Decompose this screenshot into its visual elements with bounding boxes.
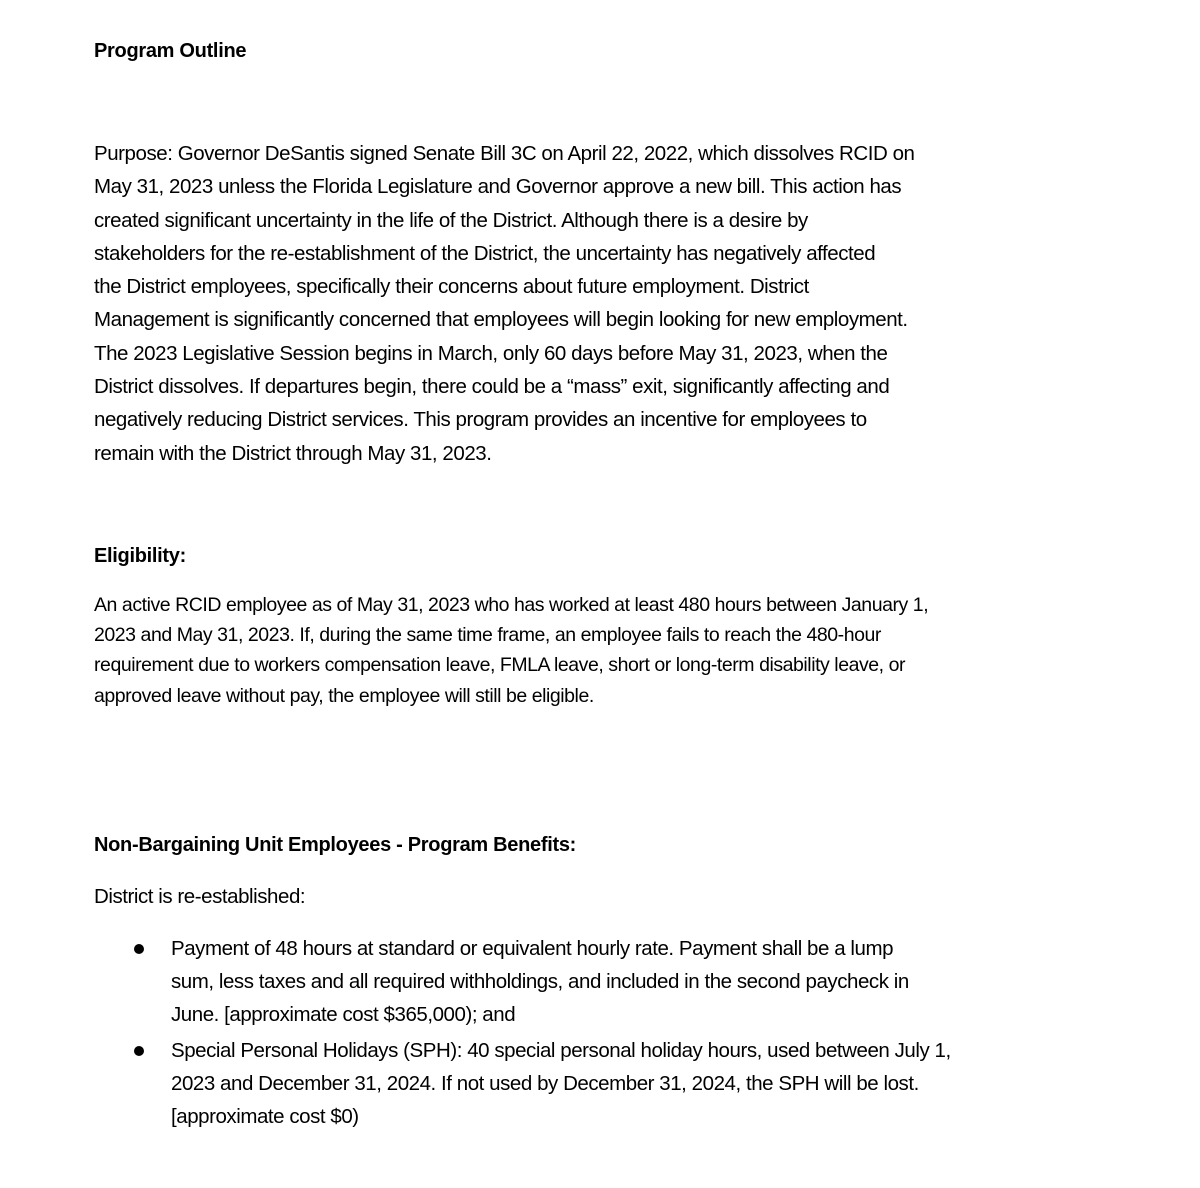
benefit-line: Payment of 48 hours at standard or equivalent hourly rate. Payment shall be a lump [171,937,894,960]
benefit-line: 2023 and December 31, 2024. If not used by December 31, 2024, the SPH will be lost. [171,1072,919,1095]
purpose-line: remain with the District through May 31, 2023. [94,441,492,465]
benefit-line: [approximate cost $0) [171,1105,359,1128]
eligibility-line: requirement due to workers compensation leave, FMLA leave, short or long-term disability leave, or [94,654,906,677]
eligibility-paragraph [94,590,928,711]
eligibility-line: An active RCID employee as of May 31, 2023 who has worked at least 480 hours between January 1, [94,594,929,616]
eligibility-line: approved leave without pay, the employee will still be eligible. [94,684,594,707]
bullet-icon [134,1046,144,1056]
purpose-line: created significant uncertainty in the life of the District. Although there is a desire by [94,208,808,232]
purpose-line: the District employees, specifically their concerns about future employment. District [94,275,809,299]
eligibility-line: 2023 and May 31, 2023. If, during the same time frame, an employee fails to reach the 480-hour [94,624,881,647]
purpose-line: Management is significantly concerned that employees will begin looking for new employment. [94,308,908,332]
benefit-line: Special Personal Holidays (SPH): 40 special personal holiday hours, used between July 1, [171,1039,951,1062]
document-title: Program Outline [94,40,247,62]
benefit-text [171,1034,951,1133]
purpose-paragraph [94,137,915,470]
benefit-text [171,932,909,1031]
purpose-line: May 31, 2023 unless the Florida Legislature and Governor approve a new bill. This action has [94,175,902,199]
purpose-line: District dissolves. If departures begin, there could be a “mass” exit, significantly affecting and [94,375,890,399]
purpose-line: Purpose: Governor DeSantis signed Senate Bill 3C on April 22, 2022, which dissolves RCID on [94,142,915,165]
benefits-subheading: District is re-established: [94,885,306,908]
purpose-line: negatively reducing District services. This program provides an incentive for employees to [94,408,867,432]
benefits-heading: Non-Bargaining Unit Employees - Program Benefits: [94,834,577,856]
benefit-line: June. [approximate cost $365,000); and [171,1003,516,1026]
purpose-line: The 2023 Legislative Session begins in March, only 60 days before May 31, 2023, when the [94,341,888,365]
bullet-icon [134,944,144,954]
benefit-line: sum, less taxes and all required withholdings, and included in the second paycheck in [171,970,909,993]
eligibility-heading: Eligibility: [94,545,186,567]
purpose-line: stakeholders for the re-establishment of the District, the uncertainty has negatively affected [94,241,876,265]
